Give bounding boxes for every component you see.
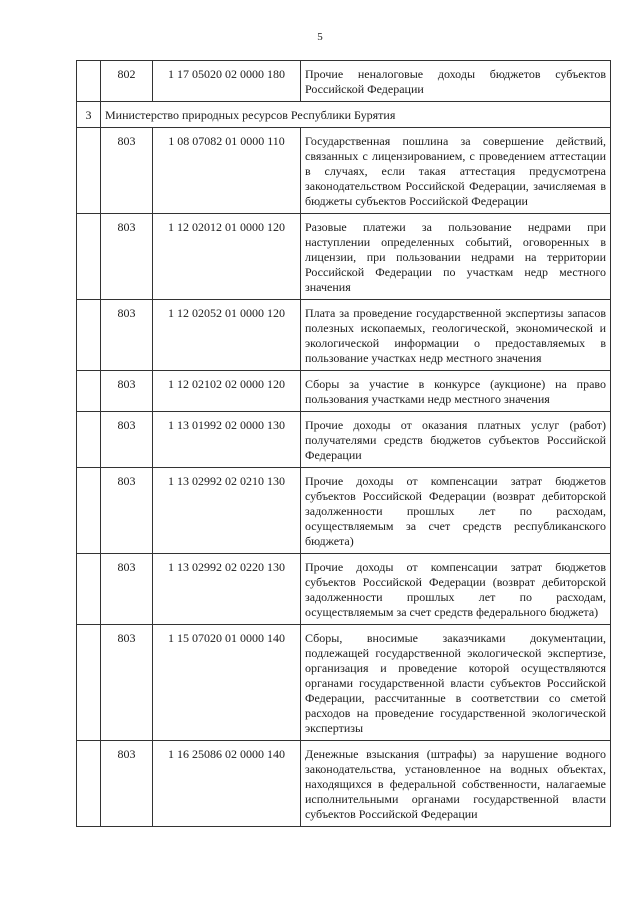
budget-classification-code: 1 12 02012 01 0000 120 (153, 214, 301, 300)
table-row (77, 371, 611, 412)
empty-number-cell (77, 412, 101, 468)
income-description: Денежные взыскания (штрафы) за нарушение водного законодательства, установленное на водных объектах, находящихся в федеральной собственности, налагаемые исполнительными органами государственной власти субъектов Российской Федерации (301, 741, 611, 827)
budget-classification-code: 1 12 02102 02 0000 120 (153, 371, 301, 412)
empty-number-cell (77, 554, 101, 625)
table-row (77, 625, 611, 741)
table-row (77, 214, 611, 300)
income-description: Государственная пошлина за совершение действий, связанных с лицензированием, с проведением аттестации в случаях, если такая аттестация предусмотрена законодательством Российской Федерации, зачисляемая в бюджеты субъектов Российской Федерации (301, 128, 611, 214)
budget-classification-code: 1 13 01992 02 0000 130 (153, 412, 301, 468)
administrator-code: 803 (101, 412, 153, 468)
empty-number-cell (77, 625, 101, 741)
table-row (77, 468, 611, 554)
budget-classification-code: 1 15 07020 01 0000 140 (153, 625, 301, 741)
table-body (77, 61, 611, 827)
budget-classification-code: 1 13 02992 02 0210 130 (153, 468, 301, 554)
administrator-code: 803 (101, 128, 153, 214)
empty-number-cell (77, 214, 101, 300)
budget-classification-code: 1 17 05020 02 0000 180 (153, 61, 301, 102)
table-row (77, 61, 611, 102)
income-description: Прочие доходы от компенсации затрат бюджетов субъектов Российской Федерации (возврат дебиторской задолженности прошлых лет по расходам, осуществляемым за счет средств республиканского бюджета) (301, 468, 611, 554)
income-description: Сборы, вносимые заказчиками документации, подлежащей государственной экологической экспертизе, организация и проведение которой осуществляются органами государственной власти субъектов Российской Федерации, рассчитанные в соответствии со сметой расходов на проведение государственной экологической экспертизы (301, 625, 611, 741)
empty-number-cell (77, 741, 101, 827)
income-description: Прочие неналоговые доходы бюджетов субъектов Российской Федерации (301, 61, 611, 102)
empty-number-cell (77, 468, 101, 554)
budget-classification-code: 1 08 07082 01 0000 110 (153, 128, 301, 214)
administrator-code: 802 (101, 61, 153, 102)
empty-number-cell (77, 300, 101, 371)
administrator-code: 803 (101, 741, 153, 827)
table-row (77, 412, 611, 468)
empty-number-cell (77, 371, 101, 412)
income-description: Прочие доходы от компенсации затрат бюджетов субъектов Российской Федерации (возврат дебиторской задолженности прошлых лет по расходам, осуществляемым за счет средств федерального бюджета) (301, 554, 611, 625)
table-row (77, 128, 611, 214)
administrator-code: 803 (101, 554, 153, 625)
administrator-code: 803 (101, 625, 153, 741)
income-description: Прочие доходы от оказания платных услуг (работ) получателями средств бюджетов субъектов Российской Федерации (301, 412, 611, 468)
table-row (77, 741, 611, 827)
administrator-code: 803 (101, 300, 153, 371)
section-row (77, 102, 611, 128)
table-row (77, 300, 611, 371)
budget-classification-code: 1 13 02992 02 0220 130 (153, 554, 301, 625)
table-row (77, 554, 611, 625)
empty-number-cell (77, 61, 101, 102)
page-number: 5 (317, 31, 323, 43)
income-description: Плата за проведение государственной экспертизы запасов полезных ископаемых, геологической, экономической и экологической информации о предоставляемых в пользование участках недр местного значения (301, 300, 611, 371)
income-description: Сборы за участие в конкурсе (аукционе) на право пользования участками недр местного значения (301, 371, 611, 412)
administrator-code: 803 (101, 214, 153, 300)
income-description: Разовые платежи за пользование недрами при наступлении определенных событий, оговоренных в лицензии, при пользовании недрами на территории Российской Федерации по участкам недр местного значения (301, 214, 611, 300)
income-codes-table (76, 60, 611, 827)
administrator-code: 803 (101, 371, 153, 412)
budget-classification-code: 1 12 02052 01 0000 120 (153, 300, 301, 371)
administrator-code: 803 (101, 468, 153, 554)
ministry-title: Министерство природных ресурсов Республики Бурятия (101, 102, 611, 128)
empty-number-cell (77, 128, 101, 214)
section-number: 3 (77, 102, 101, 128)
budget-classification-code: 1 16 25086 02 0000 140 (153, 741, 301, 827)
